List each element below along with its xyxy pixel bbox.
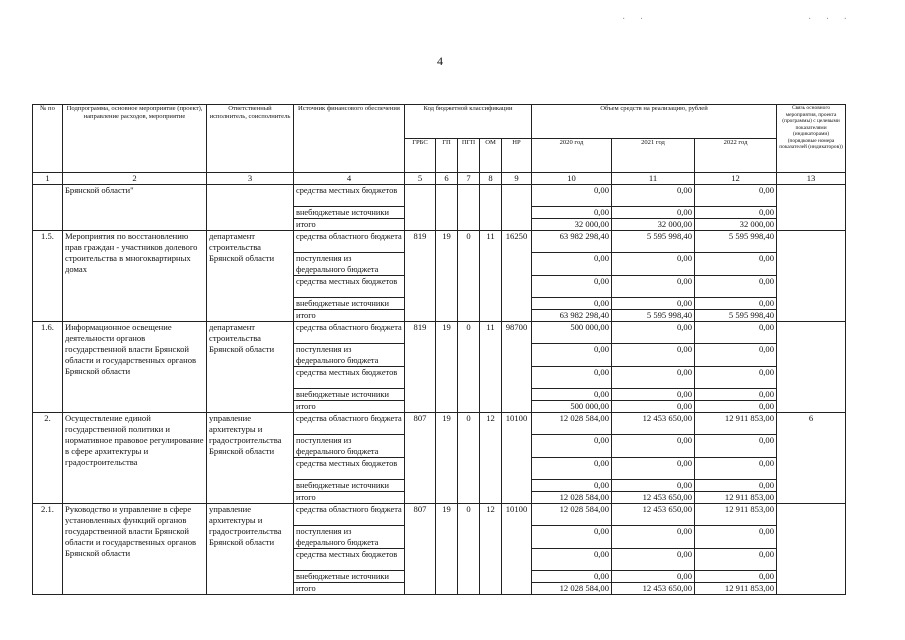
amount-2021: 0,00 xyxy=(612,276,695,298)
item-executor: департамент строительства Брянской области xyxy=(207,322,294,413)
column-number: 8 xyxy=(480,173,502,185)
item-executor xyxy=(207,185,294,231)
budget-code: 16250 xyxy=(502,231,532,322)
amount-2021: 0,00 xyxy=(612,185,695,207)
source-federal: поступления из федерального бюджета xyxy=(294,344,405,367)
amount-2020: 0,00 xyxy=(532,526,612,549)
item-executor: управление архитектуры и градостроительства Брянской области xyxy=(207,413,294,504)
item-name: Брянской области" xyxy=(63,185,207,231)
amount-2022: 0,00 xyxy=(695,571,777,583)
amount-2022: 32 000,00 xyxy=(695,219,777,231)
amount-2021: 12 453 650,00 xyxy=(612,492,695,504)
amount-2022: 0,00 xyxy=(695,526,777,549)
source-local: средства местных бюджетов xyxy=(294,276,405,298)
header-year-0: 2020 год xyxy=(532,139,612,173)
item-number xyxy=(33,185,63,231)
amount-2022: 0,00 xyxy=(695,549,777,571)
budget-code: 11 xyxy=(480,231,502,322)
amount-2020: 12 028 584,00 xyxy=(532,583,612,595)
budget-code: 0 xyxy=(458,322,480,413)
amount-2022: 5 595 998,40 xyxy=(695,231,777,253)
amount-2022: 0,00 xyxy=(695,344,777,367)
indicator-link xyxy=(777,231,846,322)
item-number: 1.6. xyxy=(33,322,63,413)
column-numbers-row xyxy=(33,173,846,185)
budget-code: 19 xyxy=(436,413,458,504)
header-code-0: ГРБС xyxy=(405,139,436,173)
amount-2022: 0,00 xyxy=(695,458,777,480)
budget-code: 10100 xyxy=(502,413,532,504)
amount-2022: 0,00 xyxy=(695,435,777,458)
amount-2020: 12 028 584,00 xyxy=(532,492,612,504)
amount-2020: 0,00 xyxy=(532,389,612,401)
header-code-4: НР xyxy=(502,139,532,173)
budget-code xyxy=(502,185,532,231)
amount-2020: 12 028 584,00 xyxy=(532,504,612,526)
source-total: итого xyxy=(294,583,405,595)
header-link: Связь основного мероприятия, проекта (программы) с целевыми показателями (индикаторами) (порядковые номера показателей (индикаторов)) xyxy=(777,105,846,173)
budget-code: 0 xyxy=(458,504,480,595)
header-no: № по xyxy=(33,105,63,173)
amount-2021: 5 595 998,40 xyxy=(612,310,695,322)
header-year-2: 2022 год xyxy=(695,139,777,173)
column-number: 13 xyxy=(777,173,846,185)
amount-2021: 0,00 xyxy=(612,458,695,480)
source-total: итого xyxy=(294,401,405,413)
page-number: 4 xyxy=(437,54,443,68)
column-number: 2 xyxy=(63,173,207,185)
amount-2020: 0,00 xyxy=(532,185,612,207)
item-name: Осуществление единой государственной политики и нормативное правовое регулирование в сфере архитектуры и градостроительства xyxy=(63,413,207,504)
column-number: 5 xyxy=(405,173,436,185)
amount-2021: 0,00 xyxy=(612,389,695,401)
item-number: 2. xyxy=(33,413,63,504)
column-number: 7 xyxy=(458,173,480,185)
source-regional: средства областного бюджета xyxy=(294,231,405,253)
amount-2022: 0,00 xyxy=(695,367,777,389)
item-number: 2.1. xyxy=(33,504,63,595)
amount-2021: 0,00 xyxy=(612,480,695,492)
budget-code: 10100 xyxy=(502,504,532,595)
indicator-link: 6 xyxy=(777,413,846,504)
amount-2022: 12 911 853,00 xyxy=(695,492,777,504)
amount-2022: 0,00 xyxy=(695,207,777,219)
table-row xyxy=(33,185,846,207)
amount-2021: 5 595 998,40 xyxy=(612,231,695,253)
scan-dots: · · xyxy=(622,14,650,25)
amount-2021: 0,00 xyxy=(612,549,695,571)
amount-2021: 0,00 xyxy=(612,298,695,310)
amount-2020: 0,00 xyxy=(532,458,612,480)
amount-2022: 0,00 xyxy=(695,185,777,207)
column-number: 6 xyxy=(436,173,458,185)
item-name: Руководство и управление в сфере установленных функций органов государственной власти Брянской области и государственных органов Брянской области xyxy=(63,504,207,595)
source-regional: средства областного бюджета xyxy=(294,322,405,344)
amount-2020: 0,00 xyxy=(532,276,612,298)
source-local: средства местных бюджетов xyxy=(294,549,405,571)
amount-2020: 0,00 xyxy=(532,253,612,276)
budget-code: 807 xyxy=(405,504,436,595)
column-number: 10 xyxy=(532,173,612,185)
source-federal: поступления из федерального бюджета xyxy=(294,435,405,458)
header-budget-code: Код бюджетной классификации xyxy=(405,105,532,139)
table-row xyxy=(33,413,846,435)
table-row xyxy=(33,231,846,253)
amount-2021: 12 453 650,00 xyxy=(612,413,695,435)
amount-2022: 12 911 853,00 xyxy=(695,583,777,595)
amount-2022: 0,00 xyxy=(695,401,777,413)
amount-2022: 12 911 853,00 xyxy=(695,504,777,526)
item-name: Информационное освещение деятельности органов государственной власти Брянской области и государственных органов Брянской области xyxy=(63,322,207,413)
budget-code: 12 xyxy=(480,413,502,504)
amount-2021: 0,00 xyxy=(612,322,695,344)
budget-code: 819 xyxy=(405,231,436,322)
source-regional: средства областного бюджета xyxy=(294,413,405,435)
header-year-1: 2021 год xyxy=(612,139,695,173)
table-header xyxy=(33,105,846,173)
amount-2021: 0,00 xyxy=(612,571,695,583)
amount-2020: 0,00 xyxy=(532,367,612,389)
budget-code: 19 xyxy=(436,322,458,413)
header-executor: Ответственный исполнитель, соисполнитель xyxy=(207,105,294,173)
column-number: 9 xyxy=(502,173,532,185)
budget-code xyxy=(458,185,480,231)
source-local: средства местных бюджетов xyxy=(294,185,405,207)
amount-2020: 500 000,00 xyxy=(532,322,612,344)
amount-2020: 63 982 298,40 xyxy=(532,310,612,322)
budget-code: 819 xyxy=(405,322,436,413)
item-executor: департамент строительства Брянской области xyxy=(207,231,294,322)
amount-2021: 0,00 xyxy=(612,367,695,389)
amount-2021: 32 000,00 xyxy=(612,219,695,231)
header-program: Подпрограмма, основное мероприятие (проект), направление расходов, мероприятие xyxy=(63,105,207,173)
amount-2020: 0,00 xyxy=(532,207,612,219)
scan-dots: · · · xyxy=(808,14,853,25)
amount-2021: 12 453 650,00 xyxy=(612,583,695,595)
budget-code: 19 xyxy=(436,231,458,322)
item-executor: управление архитектуры и градостроительства Брянской области xyxy=(207,504,294,595)
header-code-3: ОМ xyxy=(480,139,502,173)
amount-2021: 12 453 650,00 xyxy=(612,504,695,526)
table-row xyxy=(33,322,846,344)
budget-code xyxy=(405,185,436,231)
source-local: средства местных бюджетов xyxy=(294,458,405,480)
table-row xyxy=(33,504,846,526)
source-regional: средства областного бюджета xyxy=(294,504,405,526)
source-federal: поступления из федерального бюджета xyxy=(294,526,405,549)
budget-code: 807 xyxy=(405,413,436,504)
source-total: итого xyxy=(294,219,405,231)
source-extra: внебюджетные источники xyxy=(294,298,405,310)
amount-2020: 0,00 xyxy=(532,344,612,367)
source-total: итого xyxy=(294,310,405,322)
source-extra: внебюджетные источники xyxy=(294,389,405,401)
source-federal: поступления из федерального бюджета xyxy=(294,253,405,276)
amount-2022: 0,00 xyxy=(695,480,777,492)
amount-2022: 5 595 998,40 xyxy=(695,310,777,322)
indicator-link xyxy=(777,504,846,595)
source-extra: внебюджетные источники xyxy=(294,207,405,219)
amount-2020: 0,00 xyxy=(532,480,612,492)
column-number: 12 xyxy=(695,173,777,185)
budget-code: 12 xyxy=(480,504,502,595)
header-source: Источник финансового обеспечения xyxy=(294,105,405,173)
amount-2022: 12 911 853,00 xyxy=(695,413,777,435)
column-number: 1 xyxy=(33,173,63,185)
budget-table xyxy=(32,104,846,595)
budget-code: 19 xyxy=(436,504,458,595)
budget-code xyxy=(436,185,458,231)
amount-2020: 63 982 298,40 xyxy=(532,231,612,253)
header-code-1: ГП xyxy=(436,139,458,173)
amount-2022: 0,00 xyxy=(695,389,777,401)
amount-2020: 0,00 xyxy=(532,435,612,458)
indicator-link xyxy=(777,322,846,413)
column-number: 11 xyxy=(612,173,695,185)
source-extra: внебюджетные источники xyxy=(294,571,405,583)
budget-code: 0 xyxy=(458,413,480,504)
amount-2022: 0,00 xyxy=(695,298,777,310)
amount-2021: 0,00 xyxy=(612,253,695,276)
amount-2020: 12 028 584,00 xyxy=(532,413,612,435)
column-number: 4 xyxy=(294,173,405,185)
amount-2020: 32 000,00 xyxy=(532,219,612,231)
source-extra: внебюджетные источники xyxy=(294,480,405,492)
budget-code: 11 xyxy=(480,322,502,413)
amount-2021: 0,00 xyxy=(612,526,695,549)
amount-2020: 0,00 xyxy=(532,549,612,571)
item-number: 1.5. xyxy=(33,231,63,322)
amount-2022: 0,00 xyxy=(695,276,777,298)
amount-2020: 0,00 xyxy=(532,298,612,310)
budget-code: 0 xyxy=(458,231,480,322)
amount-2022: 0,00 xyxy=(695,322,777,344)
source-total: итого xyxy=(294,492,405,504)
amount-2021: 0,00 xyxy=(612,344,695,367)
header-volume: Объем средств на реализацию, рублей xyxy=(532,105,777,139)
amount-2022: 0,00 xyxy=(695,253,777,276)
item-name: Мероприятия по восстановлению прав граждан - участников долевого строительства в многоквартирных домах xyxy=(63,231,207,322)
header-code-2: ПГП xyxy=(458,139,480,173)
amount-2021: 0,00 xyxy=(612,401,695,413)
amount-2020: 0,00 xyxy=(532,571,612,583)
source-local: средства местных бюджетов xyxy=(294,367,405,389)
amount-2021: 0,00 xyxy=(612,435,695,458)
amount-2021: 0,00 xyxy=(612,207,695,219)
budget-code: 98700 xyxy=(502,322,532,413)
indicator-link xyxy=(777,185,846,231)
amount-2020: 500 000,00 xyxy=(532,401,612,413)
column-number: 3 xyxy=(207,173,294,185)
budget-code xyxy=(480,185,502,231)
